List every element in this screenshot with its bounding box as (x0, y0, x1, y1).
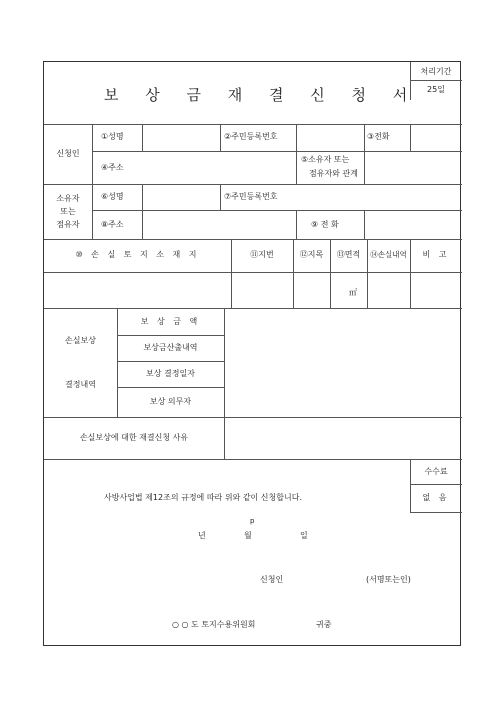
land-loss-detail-header: ⑭손실내역 (370, 250, 407, 259)
divider (117, 361, 224, 362)
date-year-label: 년 (198, 531, 206, 540)
applicant-phone-field[interactable] (411, 125, 462, 151)
compensation-amount-label: 보 상 금 액 (140, 317, 201, 326)
land-remarks-field[interactable] (411, 273, 462, 308)
applicant-address-field[interactable] (143, 152, 296, 184)
applicant-resident-no-field[interactable] (297, 125, 364, 151)
divider (410, 80, 462, 81)
owner-section-label-3: 점유자 (56, 220, 80, 229)
committee-label: ○ ○ 도 토지수용위원회 (172, 620, 256, 629)
date-day-label: 일 (300, 531, 308, 540)
compensation-section-label-2: 결정내역 (65, 380, 96, 389)
divider (44, 124, 462, 125)
land-lot-field[interactable] (232, 273, 293, 308)
applicant-resident-no-label: ②주민등록번호 (224, 132, 278, 141)
decision-date-label: 보상 결정일자 (146, 369, 195, 378)
divider (117, 335, 224, 336)
processing-period-value: 25일 (427, 85, 445, 94)
divider (220, 124, 221, 151)
applicant-section-label: 신청인 (56, 149, 80, 158)
fee-value: 없 음 (422, 493, 450, 502)
divider (92, 124, 93, 239)
applicant-relation-label-1: ⑤소유자 또는 (301, 155, 350, 164)
divider (364, 124, 365, 151)
applicant-relation-label-2: 점유자와 관계 (309, 169, 358, 178)
land-location-header: ⑩ 손 실 토 지 소 재 지 (75, 250, 200, 259)
signature-seal-label: (서명또는인) (366, 575, 411, 584)
area-unit: ㎡ (349, 288, 357, 297)
owner-section-label-2: 또는 (60, 207, 76, 216)
divider (220, 184, 221, 210)
land-area-header: ⑬면적 (336, 250, 361, 259)
applicant-phone-label: ③전화 (367, 132, 390, 141)
fee-label: 수수료 (424, 467, 448, 476)
honorific-label: 귀중 (316, 620, 332, 629)
obligor-field[interactable] (225, 388, 462, 417)
applicant-relation-field[interactable] (365, 152, 462, 184)
owner-name-label: ⑥성명 (101, 192, 124, 201)
date-month-label: 월 (244, 531, 252, 540)
land-lot-header: ⑪지번 (250, 250, 274, 259)
statement-text: 사방사업법 제12조의 규정에 따라 위와 같이 신청합니다. (104, 493, 302, 502)
land-category-header: ⑫지목 (299, 250, 324, 259)
divider (296, 210, 297, 239)
divider (296, 151, 297, 184)
land-remarks-header: 비 고 (422, 250, 450, 259)
divider (44, 239, 462, 240)
land-category-field[interactable] (294, 273, 330, 308)
applicant-address-label: ④주소 (101, 163, 124, 172)
owner-address-field[interactable] (143, 211, 296, 239)
reason-label: 손실보상에 대한 재결신청 사유 (79, 433, 189, 442)
owner-name-field[interactable] (143, 185, 220, 210)
application-form (43, 61, 461, 646)
divider (44, 459, 462, 460)
divider (410, 512, 462, 513)
owner-phone-label: ⑨ 전 화 (311, 220, 339, 229)
owner-phone-field[interactable] (365, 211, 462, 239)
signature-applicant-label: 신청인 (260, 575, 284, 584)
decision-date-field[interactable] (225, 362, 462, 387)
compensation-calc-label: 보상금산출내역 (143, 343, 198, 352)
mark-p: p (250, 517, 255, 525)
compensation-amount-field[interactable] (225, 309, 462, 335)
applicant-name-label: ①성명 (101, 132, 124, 141)
compensation-calc-field[interactable] (225, 336, 462, 361)
form-title: 보 상 금 재 결 신 청 서 (104, 86, 419, 104)
owner-resident-no-field[interactable] (297, 185, 462, 210)
processing-period-label: 처리기간 (420, 67, 452, 76)
applicant-name-field[interactable] (143, 125, 220, 151)
land-location-field[interactable] (45, 273, 231, 308)
divider (117, 387, 224, 388)
compensation-section-label-1: 손실보상 (65, 336, 96, 345)
owner-address-label: ⑧주소 (101, 220, 124, 229)
land-loss-detail-field[interactable] (368, 273, 410, 308)
divider (410, 484, 462, 485)
owner-resident-no-label: ⑦주민등록번호 (224, 192, 278, 201)
signature-field[interactable] (292, 570, 362, 588)
owner-section-label-1: 소유자 (56, 194, 80, 203)
reason-field[interactable] (225, 418, 462, 459)
obligor-label: 보상 의무자 (149, 397, 192, 406)
